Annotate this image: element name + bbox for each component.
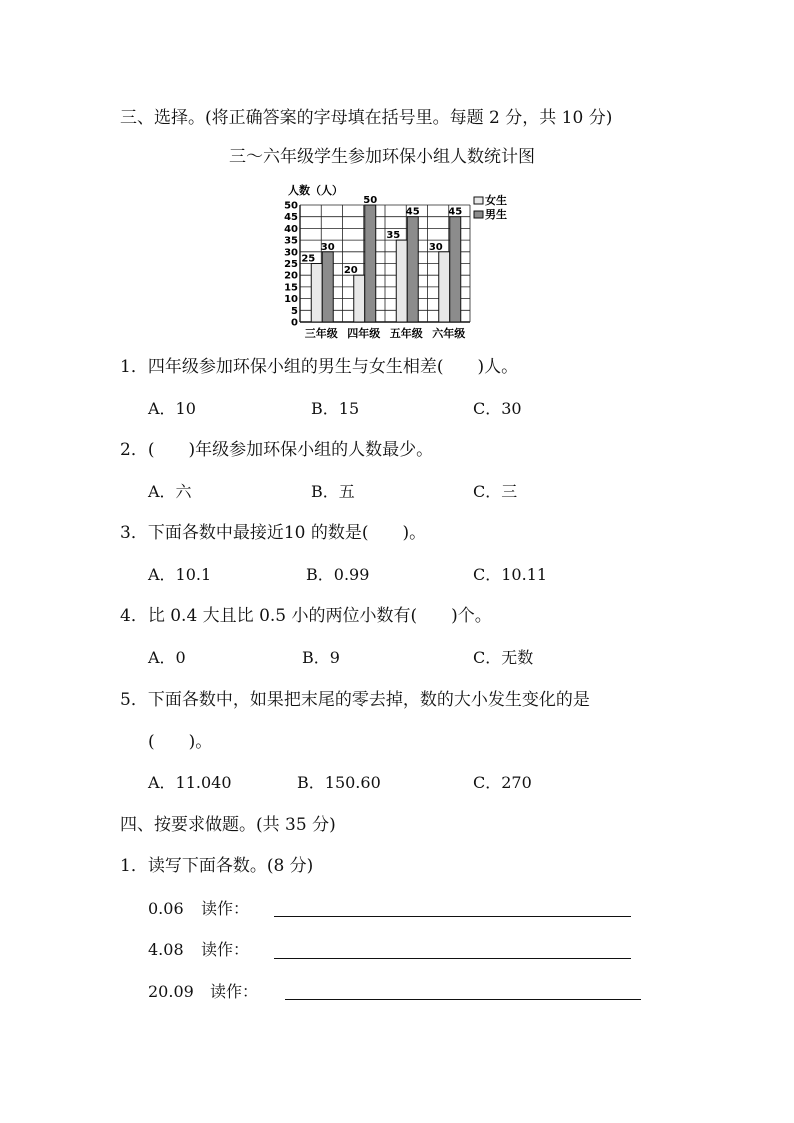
question-4-option-b[interactable]: B．9 (302, 648, 340, 667)
y-tick-label-45: 45 (284, 212, 298, 224)
question-5-option-b[interactable]: B．150.60 (297, 773, 381, 792)
data-label-六年级-男生: 45 (448, 206, 463, 218)
x-tick-label-三年级: 三年级 (304, 327, 338, 340)
y-tick-label-0: 0 (291, 317, 298, 329)
data-label-六年级-女生: 30 (428, 241, 443, 253)
section-3-heading: 三、选择。(将正确答案的字母填在括号里。每题 2 分，共 10 分) (120, 108, 613, 128)
y-axis-label: 人数（人） (288, 184, 343, 197)
question-4-option-c[interactable]: C．无数 (473, 648, 534, 667)
bar-四年级-女生 (354, 275, 365, 322)
read-item-2-number: 4.08 (148, 940, 184, 959)
question-3-stem: 3．下面各数中最接近10 的数是( )。 (120, 523, 427, 543)
data-label-五年级-男生: 45 (405, 206, 420, 218)
question-2-stem: 2．( )年级参加环保小组的人数最少。 (120, 440, 434, 460)
x-tick-label-四年级: 四年级 (347, 327, 381, 340)
question-5-stem: 5．下面各数中，如果把末尾的零去掉，数的大小发生变化的是 (120, 690, 590, 710)
x-tick-label-六年级: 六年级 (432, 327, 466, 340)
legend-swatch-女生 (474, 197, 483, 204)
question-1-option-b[interactable]: B．15 (311, 399, 360, 418)
bar-三年级-女生 (311, 264, 322, 323)
question-3-option-a[interactable]: A．10.1 (148, 565, 212, 584)
bar-五年级-男生 (407, 217, 418, 322)
bar-四年级-男生 (365, 205, 376, 322)
question-1-option-a[interactable]: A．10 (148, 399, 196, 418)
x-tick-label-五年级: 五年级 (389, 327, 423, 340)
bar-六年级-男生 (450, 217, 461, 322)
question-4-stem: 4．比 0.4 大且比 0.5 小的两位小数有( )个。 (120, 606, 492, 626)
section-4-q1-title: 1．读写下面各数。(8 分) (120, 856, 314, 876)
question-2-option-a[interactable]: A．六 (148, 482, 192, 501)
bar-chart (282, 182, 522, 344)
data-label-五年级-女生: 35 (386, 230, 401, 242)
data-label-三年级-男生: 30 (320, 241, 335, 253)
y-tick-label-15: 15 (284, 282, 298, 294)
read-item-1-label: 读作： (201, 899, 250, 918)
bar-五年级-女生 (396, 240, 407, 322)
question-2-option-c[interactable]: C．三 (473, 482, 518, 501)
read-item-3-label: 读作： (210, 982, 259, 1001)
section-4-heading: 四、按要求做题。(共 35 分) (120, 815, 336, 835)
question-2-option-b[interactable]: B．五 (311, 482, 355, 501)
read-item-1-answer-line[interactable] (274, 916, 631, 917)
read-item-1-number: 0.06 (148, 899, 184, 918)
y-tick-label-50: 50 (284, 200, 298, 212)
question-1-stem: 1．四年级参加环保小组的男生与女生相差( )人。 (120, 357, 519, 377)
bar-六年级-女生 (439, 252, 450, 322)
question-5-option-c[interactable]: C．270 (473, 773, 532, 792)
legend-swatch-男生 (474, 211, 483, 218)
question-3-option-b[interactable]: B．0.99 (306, 565, 370, 584)
read-item-3-number: 20.09 (148, 982, 194, 1001)
read-item-3-answer-line[interactable] (285, 999, 641, 1000)
data-label-四年级-男生: 50 (363, 195, 378, 206)
y-tick-label-30: 30 (284, 247, 298, 259)
legend-label-男生: 男生 (485, 208, 507, 221)
question-5-stem-continued: ( )。 (148, 732, 213, 752)
question-3-option-c[interactable]: C．10.11 (473, 565, 548, 584)
chart-title: 三～六年级学生参加环保小组人数统计图 (229, 147, 535, 167)
y-tick-label-20: 20 (284, 270, 298, 282)
y-tick-label-10: 10 (284, 294, 298, 306)
y-tick-label-5: 5 (291, 305, 298, 317)
y-tick-label-40: 40 (284, 223, 298, 235)
read-item-2-answer-line[interactable] (274, 958, 631, 959)
question-4-option-a[interactable]: A．0 (148, 648, 186, 667)
question-5-option-a[interactable]: A．11.040 (148, 773, 232, 792)
question-1-option-c[interactable]: C．30 (473, 399, 522, 418)
data-label-四年级-女生: 20 (343, 265, 358, 277)
y-tick-label-25: 25 (284, 259, 298, 270)
read-item-2-label: 读作： (201, 940, 250, 959)
bar-三年级-男生 (322, 252, 333, 322)
data-label-三年级-女生: 25 (301, 253, 316, 265)
y-tick-label-35: 35 (284, 235, 298, 247)
legend-label-女生: 女生 (485, 194, 507, 207)
